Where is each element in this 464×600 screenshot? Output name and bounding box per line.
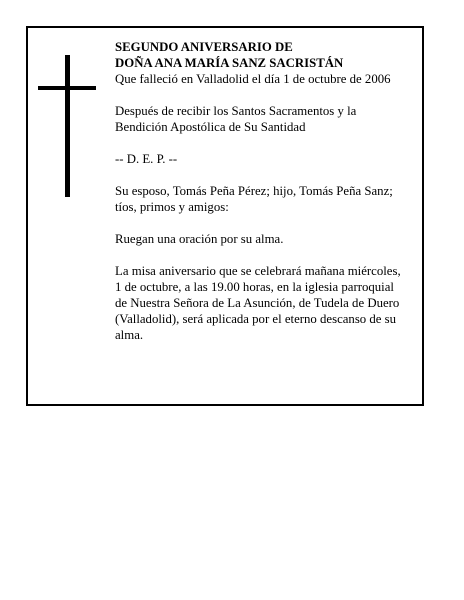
title-line-2: DOÑA ANA MARÍA SANZ SACRISTÁN [115,56,344,70]
family-paragraph [115,183,420,215]
death-date-line: Que falleció en Valladolid el día 1 de octubre de 2006 [115,72,391,86]
mass-details-line: La misa aniversario que se celebrará mañana miércoles, [115,264,401,278]
mass-details-line: de Nuestra Señora de La Asunción, de Tudela de Duero [115,296,400,310]
mass-details-paragraph [115,263,420,343]
prayer-request-line: Ruegan una oración por su alma. [115,232,284,246]
family-line: tíos, primos y amigos: [115,200,229,214]
spacer [115,247,420,263]
sacraments-paragraph [115,103,420,135]
spacer [115,215,420,231]
mass-details-line: alma. [115,328,144,342]
spacer [115,167,420,183]
notice-text [115,39,420,343]
spacer [115,135,420,151]
cross-horizontal-bar [38,86,96,90]
mass-details-line: 1 de octubre, a las 19.00 horas, en la iglesia parroquial [115,280,394,294]
sacraments-line: Bendición Apostólica de Su Santidad [115,120,306,134]
rip-line: -- D. E. P. -- [115,152,178,166]
title-line-1: SEGUNDO ANIVERSARIO DE [115,40,293,54]
mass-details-line: (Valladolid), será aplicada por el eterno descanso de su [115,312,397,326]
spacer [115,87,420,103]
family-line: Su esposo, Tomás Peña Pérez; hijo, Tomás Peña Sanz; [115,184,393,198]
sacraments-line: Después de recibir los Santos Sacramentos y la [115,104,357,118]
cross-vertical-bar [65,55,70,197]
